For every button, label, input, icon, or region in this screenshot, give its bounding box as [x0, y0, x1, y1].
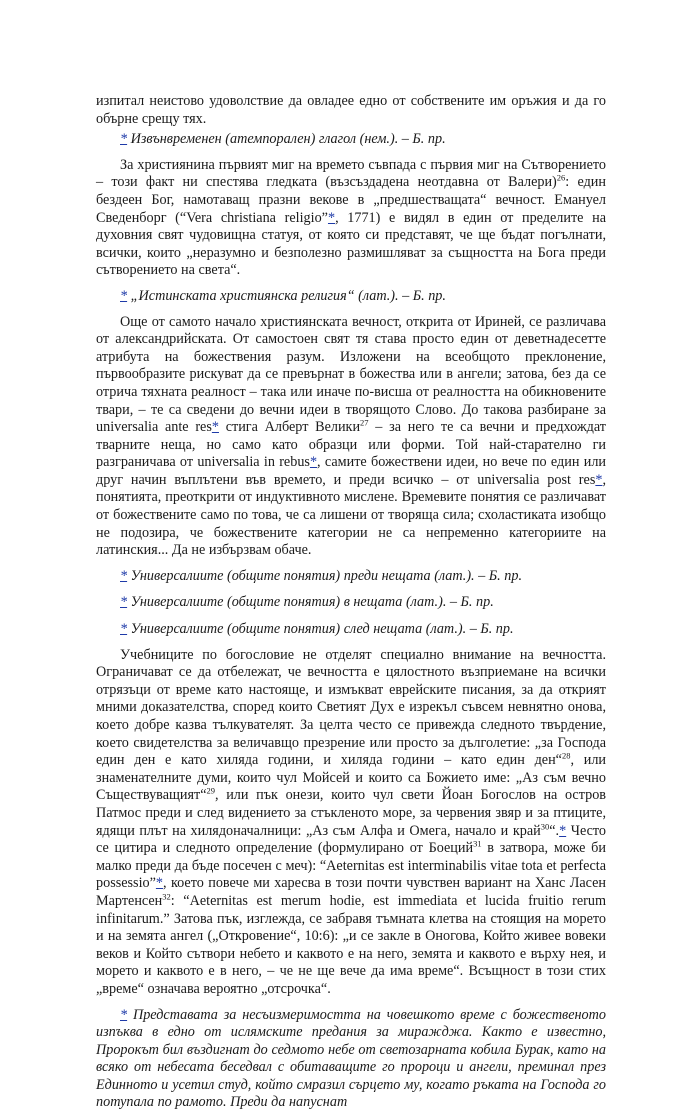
paragraph	[96, 647, 606, 999]
text-run: , което повече ми харесва в този почти чувствен вариант на Ханс Ласен Мартенсен	[96, 875, 606, 909]
footnote-link[interactable]: *	[155, 875, 163, 892]
footnote-link[interactable]: *	[309, 454, 318, 471]
text-run: , 1771) е видял в един от пределите на духовния свят чудовищна статуя, от която си представят, че ще бъдат погълнати, всички, които „неразумно и безполезно размишляват за същността на Бога преди сътворението на света“.	[96, 209, 607, 279]
footnote	[96, 594, 606, 612]
footnote-number: 26	[556, 172, 566, 183]
footnote-link[interactable]: *	[211, 419, 219, 436]
footnote	[96, 1007, 606, 1113]
text-run: Учебниците по богословие не отделят специално внимание на вечността. Ограничават се да отбележат, че вечността е цялостното възприемане на всички отрязъци от време като настояще, и измъкват еврейските писания, за да открият мними доказателства, според които Светият Дух е изрекъл съвсем невнятно онова, което добре казва тълкувателят. За целта често се привежда следното твърдение, което свидетелства за величавщо презрение или просто за дълголетие: „за Господа един ден е като хиляда години, и хиляда години – като един ден“	[96, 646, 606, 769]
footnote-link[interactable]: *	[327, 209, 336, 226]
footnote	[96, 288, 606, 306]
footnote	[96, 568, 606, 586]
text-run: Универсалиите (общите понятия) след нещата (лат.). – Б. пр.	[127, 621, 514, 638]
footnote-link[interactable]: *	[120, 567, 128, 584]
text-run: Представата за несъизмеримостта на човешкото време с божественото изпъква в едно от ислямските предания за миражджа. Както е известно, Пророкът бил въздигнат до седмото небе от светозарната кобила Бурак, като на всяко от небесата беседвал с обитаващите го пророци и ангели, преминал през Единното и усетил студ, който смразил сърцето му, когато ръката на Господа го потупала по рамото. Преди да напуснат	[96, 1006, 606, 1111]
text-run: За християнина първият миг на времето съвпада с първия миг на Сътворението – този факт ни спестява гледката (възсъздадена неотдавна от Валери)	[96, 156, 606, 191]
footnote-number: 30	[540, 820, 550, 831]
text-run: “.	[549, 822, 560, 839]
footnote-link[interactable]: *	[120, 621, 128, 638]
paragraph	[96, 314, 606, 560]
text-run: в затвора, може би малко преди да бъде посечен с меч): “Aeternitas est interminabilis vitae tota et perfecta possessio”	[96, 840, 606, 892]
footnote-number: 29	[206, 785, 216, 796]
text-run: Извънвременен (атемпорален) глагол (нем.). – Б. пр.	[127, 131, 446, 148]
footnote-number: 28	[561, 750, 571, 761]
text-run: : един бездеен Бог, намотаващ празни векове в „предшестващата“ вечност. Емануел Сведенборг (“Vera christiana religio”	[96, 174, 606, 226]
footnote-number: 31	[473, 838, 482, 849]
text-run: – за него те са вечни и предхождат тварните неща, но само като образци или форми. Той най-старателно ги разграничава от universalia in rebus	[96, 419, 607, 471]
footnote-link[interactable]: *	[595, 471, 603, 488]
footnote-link[interactable]: *	[120, 1006, 128, 1023]
document-page	[96, 93, 606, 1120]
text-run: , или знаменателните думи, които чул Мойсей и които са Божието име: „Аз съм вечно Съществуващият“	[96, 752, 607, 804]
footnote-link[interactable]: *	[120, 594, 128, 611]
text-run: изпитал неистово удоволствие да овладее едно от собствените им оръжия и да го обърне срещу тях.	[96, 93, 606, 127]
footnote-link[interactable]: *	[120, 131, 128, 148]
paragraph	[96, 157, 606, 280]
footnote-link[interactable]: *	[120, 287, 128, 304]
text-run: , или пък онези, които чул свети Йоан Богослов на остров Патмос преди и след видението за стъкленото море, за червения звяр и за птиците, ядящи плът на хилядоначалници: „Аз съм Алфа и Омега, начало и край	[96, 787, 606, 839]
paragraph	[96, 93, 606, 128]
text-run: : “Aeternitas est merum hodie, est immediata et lucida fruitio rerum infinitarum.” Затова пък, изглежда, се забравя тъмната клетва на стоящия на морето и на земята ангел („Откровение“, 10:6): „и се закле в Оногова, Който живее вовеки веков и Който сътвори небето и каквото е на него, земята и каквото е върху нея, и морето и каквото е в него, – че не ще вече да има време“. Всъщност в този стих „време“ означава вероятно „отсрочка“.	[96, 892, 606, 997]
text-run: , самите божествени идеи, но вече по един или друг начин въплътени във времето, и преди всичко – от universalia post res	[96, 454, 606, 488]
text-run: Универсалиите (общите понятия) в нещата (лат.). – Б. пр.	[127, 594, 494, 611]
footnote-number: 32	[162, 891, 171, 902]
text-run: Универсалиите (общите понятия) преди нещата (лат.). – Б. пр.	[127, 567, 522, 584]
text-run: , понятията, преоткрити от индуктивното мислене. Времевите понятия се различават от божествените само по това, че са лишени от творяща сила; схоластиката изобщо не подозира, че божествените категории не са непременно категориите на латинския... Да не избързвам обаче.	[96, 471, 606, 559]
footnote-number: 27	[360, 417, 369, 428]
text-run: „Истинската християнска религия“ (лат.). – Б. пр.	[127, 287, 446, 304]
footnote	[96, 621, 606, 639]
text-run: Още от самото начало християнската вечност, открита от Ириней, се различава от александрийската. От самостоен свят тя става просто един от деветнадесетте атрибута на божествения разум. Изложени на всеобщото преклонение, първообразите рискуват да се превърнат в божества или в ангели; затова, без да се отрича тяхната реалност – така или иначе по-висша от реалността на обикновените твари, – те са сведени до вечни идеи в творящото Слово. До такова разбиране за universalia ante res	[96, 313, 606, 436]
text-run: Често се цитира и следното определение (формулирано от Боеций	[96, 822, 606, 857]
footnote-link[interactable]: *	[559, 822, 567, 839]
footnote	[96, 131, 606, 149]
text-run: стига Алберт Велики	[218, 419, 361, 436]
